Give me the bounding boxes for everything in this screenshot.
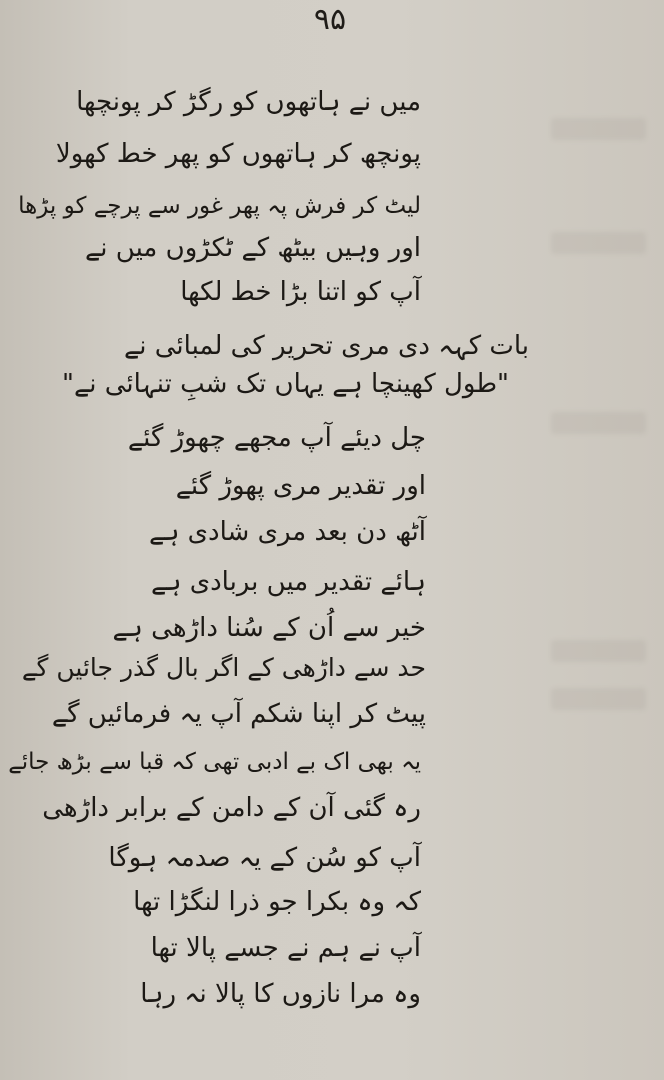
verse-line: ہائے تقدیر میں بربادی ہے bbox=[150, 567, 426, 597]
bleed-through-mark bbox=[551, 688, 646, 710]
verse-line: وہ مرا نازوں کا پالا نہ رہا bbox=[140, 979, 421, 1009]
verse-line: لیٹ کر فرش پہ پھر غور سے پرچے کو پڑھا bbox=[18, 193, 421, 219]
verse-line: اور وہیں بیٹھ کے ٹکڑوں میں نے bbox=[85, 233, 421, 263]
verse-line: آپ نے ہم نے جسے پالا تھا bbox=[150, 933, 421, 963]
verse-line: چل دیئے آپ مجھے چھوڑ گئے bbox=[127, 423, 426, 453]
verse-line: آپ کو سُن کے یہ صدمہ ہوگا bbox=[108, 843, 421, 873]
page-number: ۹۵ bbox=[313, 2, 347, 37]
verse-line: حد سے داڑھی کے اگر بال گذر جائیں گے bbox=[21, 653, 426, 682]
verse-line: پونچھ کر ہاتھوں کو پھر خط کھولا bbox=[55, 139, 421, 169]
verse-line: کہ وہ بکرا جو ذرا لنگڑا تھا bbox=[133, 887, 421, 917]
verse-line: بات کہہ دی مری تحریر کی لمبائی نے bbox=[124, 331, 529, 361]
verse-line: رہ گئی آن کے دامن کے برابر داڑھی bbox=[42, 793, 421, 823]
verse-line: پیٹ کر اپنا شکم آپ یہ فرمائیں گے bbox=[51, 699, 426, 729]
bleed-through-mark bbox=[551, 232, 646, 254]
verse-line: یہ بھی اک بے ادبی تھی کہ قبا سے بڑھ جائے bbox=[8, 749, 421, 775]
bleed-through-mark bbox=[551, 640, 646, 662]
verse-line: اور تقدیر مری پھوڑ گئے bbox=[175, 471, 426, 501]
verse-line: خیر سے اُن کے سُنا داڑھی ہے bbox=[112, 613, 426, 643]
verse-line: میں نے ہاتھوں کو رگڑ کر پونچھا bbox=[76, 87, 421, 117]
bleed-through-mark bbox=[551, 118, 646, 140]
verse-line: آپ کو اتنا بڑا خط لکھا bbox=[180, 277, 421, 307]
bleed-through-mark bbox=[551, 412, 646, 434]
verse-line: آٹھ دن بعد مری شادی ہے bbox=[148, 517, 426, 547]
verse-line: "طول کھینچا ہے یہاں تک شبِ تنہائی نے" bbox=[62, 369, 509, 399]
